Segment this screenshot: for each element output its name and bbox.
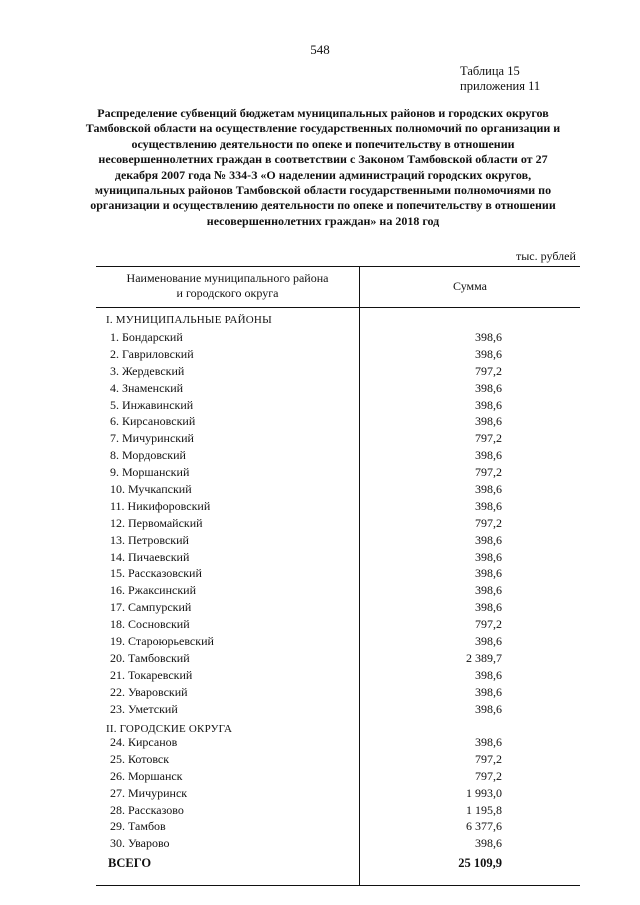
row-name: 6. Кирсановский [110, 414, 196, 429]
table-row [0, 448, 640, 465]
document-title: Распределение субвенций бюджетам муниципальных районов и городских округов Тамбовской области на осуществление государственных полномочий по организации и осуществлению деятельности по опеке и попечительству в отношении несовершеннолетних граждан в соответствии с Законом Тамбовской области от 27 декабря 2007 года № 334-З «О наделении администраций городских округов, муниципальных районов Тамбовской области государственными полномочиями по организации и осуществлению деятельности по опеке и попечительству в отношении несовершеннолетних граждан» на 2018 год [85, 106, 561, 228]
row-name: 5. Инжавинский [110, 397, 194, 412]
row-sum: 398,6 [475, 549, 502, 564]
table-row [0, 499, 640, 516]
table-row [0, 702, 640, 719]
table-bottom-border [96, 885, 580, 886]
table-row [0, 431, 640, 448]
table-row [0, 617, 640, 634]
row-sum: 797,2 [475, 617, 502, 632]
row-sum: 398,6 [475, 566, 502, 581]
row-sum: 398,6 [475, 735, 502, 749]
table-ref-line2: приложения 11 [460, 79, 541, 93]
total-label: ВСЕГО [108, 856, 152, 870]
row-sum: 398,6 [475, 448, 502, 463]
row-name: 14. Пичаевский [110, 549, 190, 564]
table-top-border [96, 266, 580, 267]
row-name: 23. Уметский [110, 701, 178, 716]
districts-rows [0, 330, 640, 718]
row-sum: 797,2 [475, 768, 502, 783]
row-sum: 398,6 [475, 701, 502, 716]
column-header-sum: Сумма [453, 279, 487, 293]
row-name: 27. Мичуринск [110, 785, 188, 800]
table-row [0, 668, 640, 685]
row-name: 21. Токаревский [110, 667, 193, 682]
row-sum: 398,6 [475, 330, 502, 344]
row-name: 13. Петровский [110, 532, 189, 547]
table-row [0, 347, 640, 364]
row-sum: 797,2 [475, 515, 502, 530]
row-sum: 797,2 [475, 465, 502, 480]
table-ref-line1: Таблица 15 [460, 64, 520, 78]
row-sum: 797,2 [475, 751, 502, 766]
total-sum: 25 109,9 [458, 856, 502, 870]
table-reference [460, 64, 540, 94]
row-sum: 6 377,6 [466, 819, 502, 834]
row-name: 29. Тамбов [110, 819, 166, 834]
row-name: 22. Уваровский [110, 684, 188, 699]
row-sum: 398,6 [475, 600, 502, 615]
row-name: 1. Бондарский [110, 330, 183, 344]
row-sum: 797,2 [475, 431, 502, 446]
table-row [0, 516, 640, 533]
table-row [0, 803, 640, 820]
units-label: тыс. рублей [516, 249, 576, 263]
row-name: 8. Мордовский [110, 448, 186, 463]
row-name: 9. Моршанский [110, 465, 190, 480]
table-row [0, 735, 640, 752]
table-row [0, 752, 640, 769]
section-label-districts: I. МУНИЦИПАЛЬНЫЕ РАЙОНЫ [106, 314, 272, 326]
row-sum: 398,6 [475, 380, 502, 395]
table-row [0, 566, 640, 583]
table-row [0, 836, 640, 853]
row-sum: 398,6 [475, 634, 502, 649]
row-sum: 398,6 [475, 498, 502, 513]
row-sum: 1 993,0 [466, 785, 502, 800]
table-row [0, 600, 640, 617]
page-number: 548 [310, 42, 330, 57]
row-sum: 398,6 [475, 667, 502, 682]
table-row [0, 819, 640, 836]
table-row [0, 465, 640, 482]
table-row [0, 550, 640, 567]
city-districts-rows [0, 735, 640, 853]
row-sum: 398,6 [475, 414, 502, 429]
row-name: 25. Котовск [110, 751, 170, 766]
row-sum: 398,6 [475, 583, 502, 598]
row-name: 17. Сампурский [110, 600, 192, 615]
table-row [0, 330, 640, 347]
table-row [0, 482, 640, 499]
table-row [0, 414, 640, 431]
row-name: 26. Моршанск [110, 768, 183, 783]
row-name: 19. Староюрьевский [110, 634, 214, 649]
table-row [0, 583, 640, 600]
column-header-name [96, 271, 359, 301]
row-name: 16. Ржаксинский [110, 583, 196, 598]
row-name: 30. Уварово [110, 836, 170, 851]
table-row [0, 533, 640, 550]
table-row [0, 398, 640, 415]
row-name: 18. Сосновский [110, 617, 190, 632]
row-sum: 1 195,8 [466, 802, 502, 817]
row-name: 12. Первомайский [110, 515, 203, 530]
row-name: 2. Гавриловский [110, 346, 194, 361]
row-name: 24. Кирсанов [110, 735, 178, 749]
row-name: 3. Жердевский [110, 363, 185, 378]
row-sum: 398,6 [475, 532, 502, 547]
table-row [0, 651, 640, 668]
column-header-name-line2: и городского округа [176, 286, 279, 300]
row-name: 10. Мучкапский [110, 482, 192, 497]
table-row [0, 685, 640, 702]
row-sum: 398,6 [475, 346, 502, 361]
row-name: 4. Знаменский [110, 380, 184, 395]
table-row [0, 786, 640, 803]
row-sum: 398,6 [475, 482, 502, 497]
table-row [0, 364, 640, 381]
row-sum: 398,6 [475, 397, 502, 412]
table-row [0, 634, 640, 651]
table-row [0, 381, 640, 398]
row-sum: 797,2 [475, 363, 502, 378]
row-name: 28. Рассказово [110, 802, 184, 817]
row-name: 20. Тамбовский [110, 650, 190, 665]
section-label-city-districts: II. ГОРОДСКИЕ ОКРУГА [106, 723, 233, 735]
row-name: 7. Мичуринский [110, 431, 194, 446]
column-header-name-line1: Наименование муниципального района [126, 271, 329, 285]
table-row [0, 769, 640, 786]
row-name: 15. Рассказовский [110, 566, 202, 581]
row-sum: 2 389,7 [466, 650, 502, 665]
table-header-divider [96, 307, 580, 308]
row-name: 11. Никифоровский [110, 498, 211, 513]
row-sum: 398,6 [475, 836, 502, 851]
row-sum: 398,6 [475, 684, 502, 699]
